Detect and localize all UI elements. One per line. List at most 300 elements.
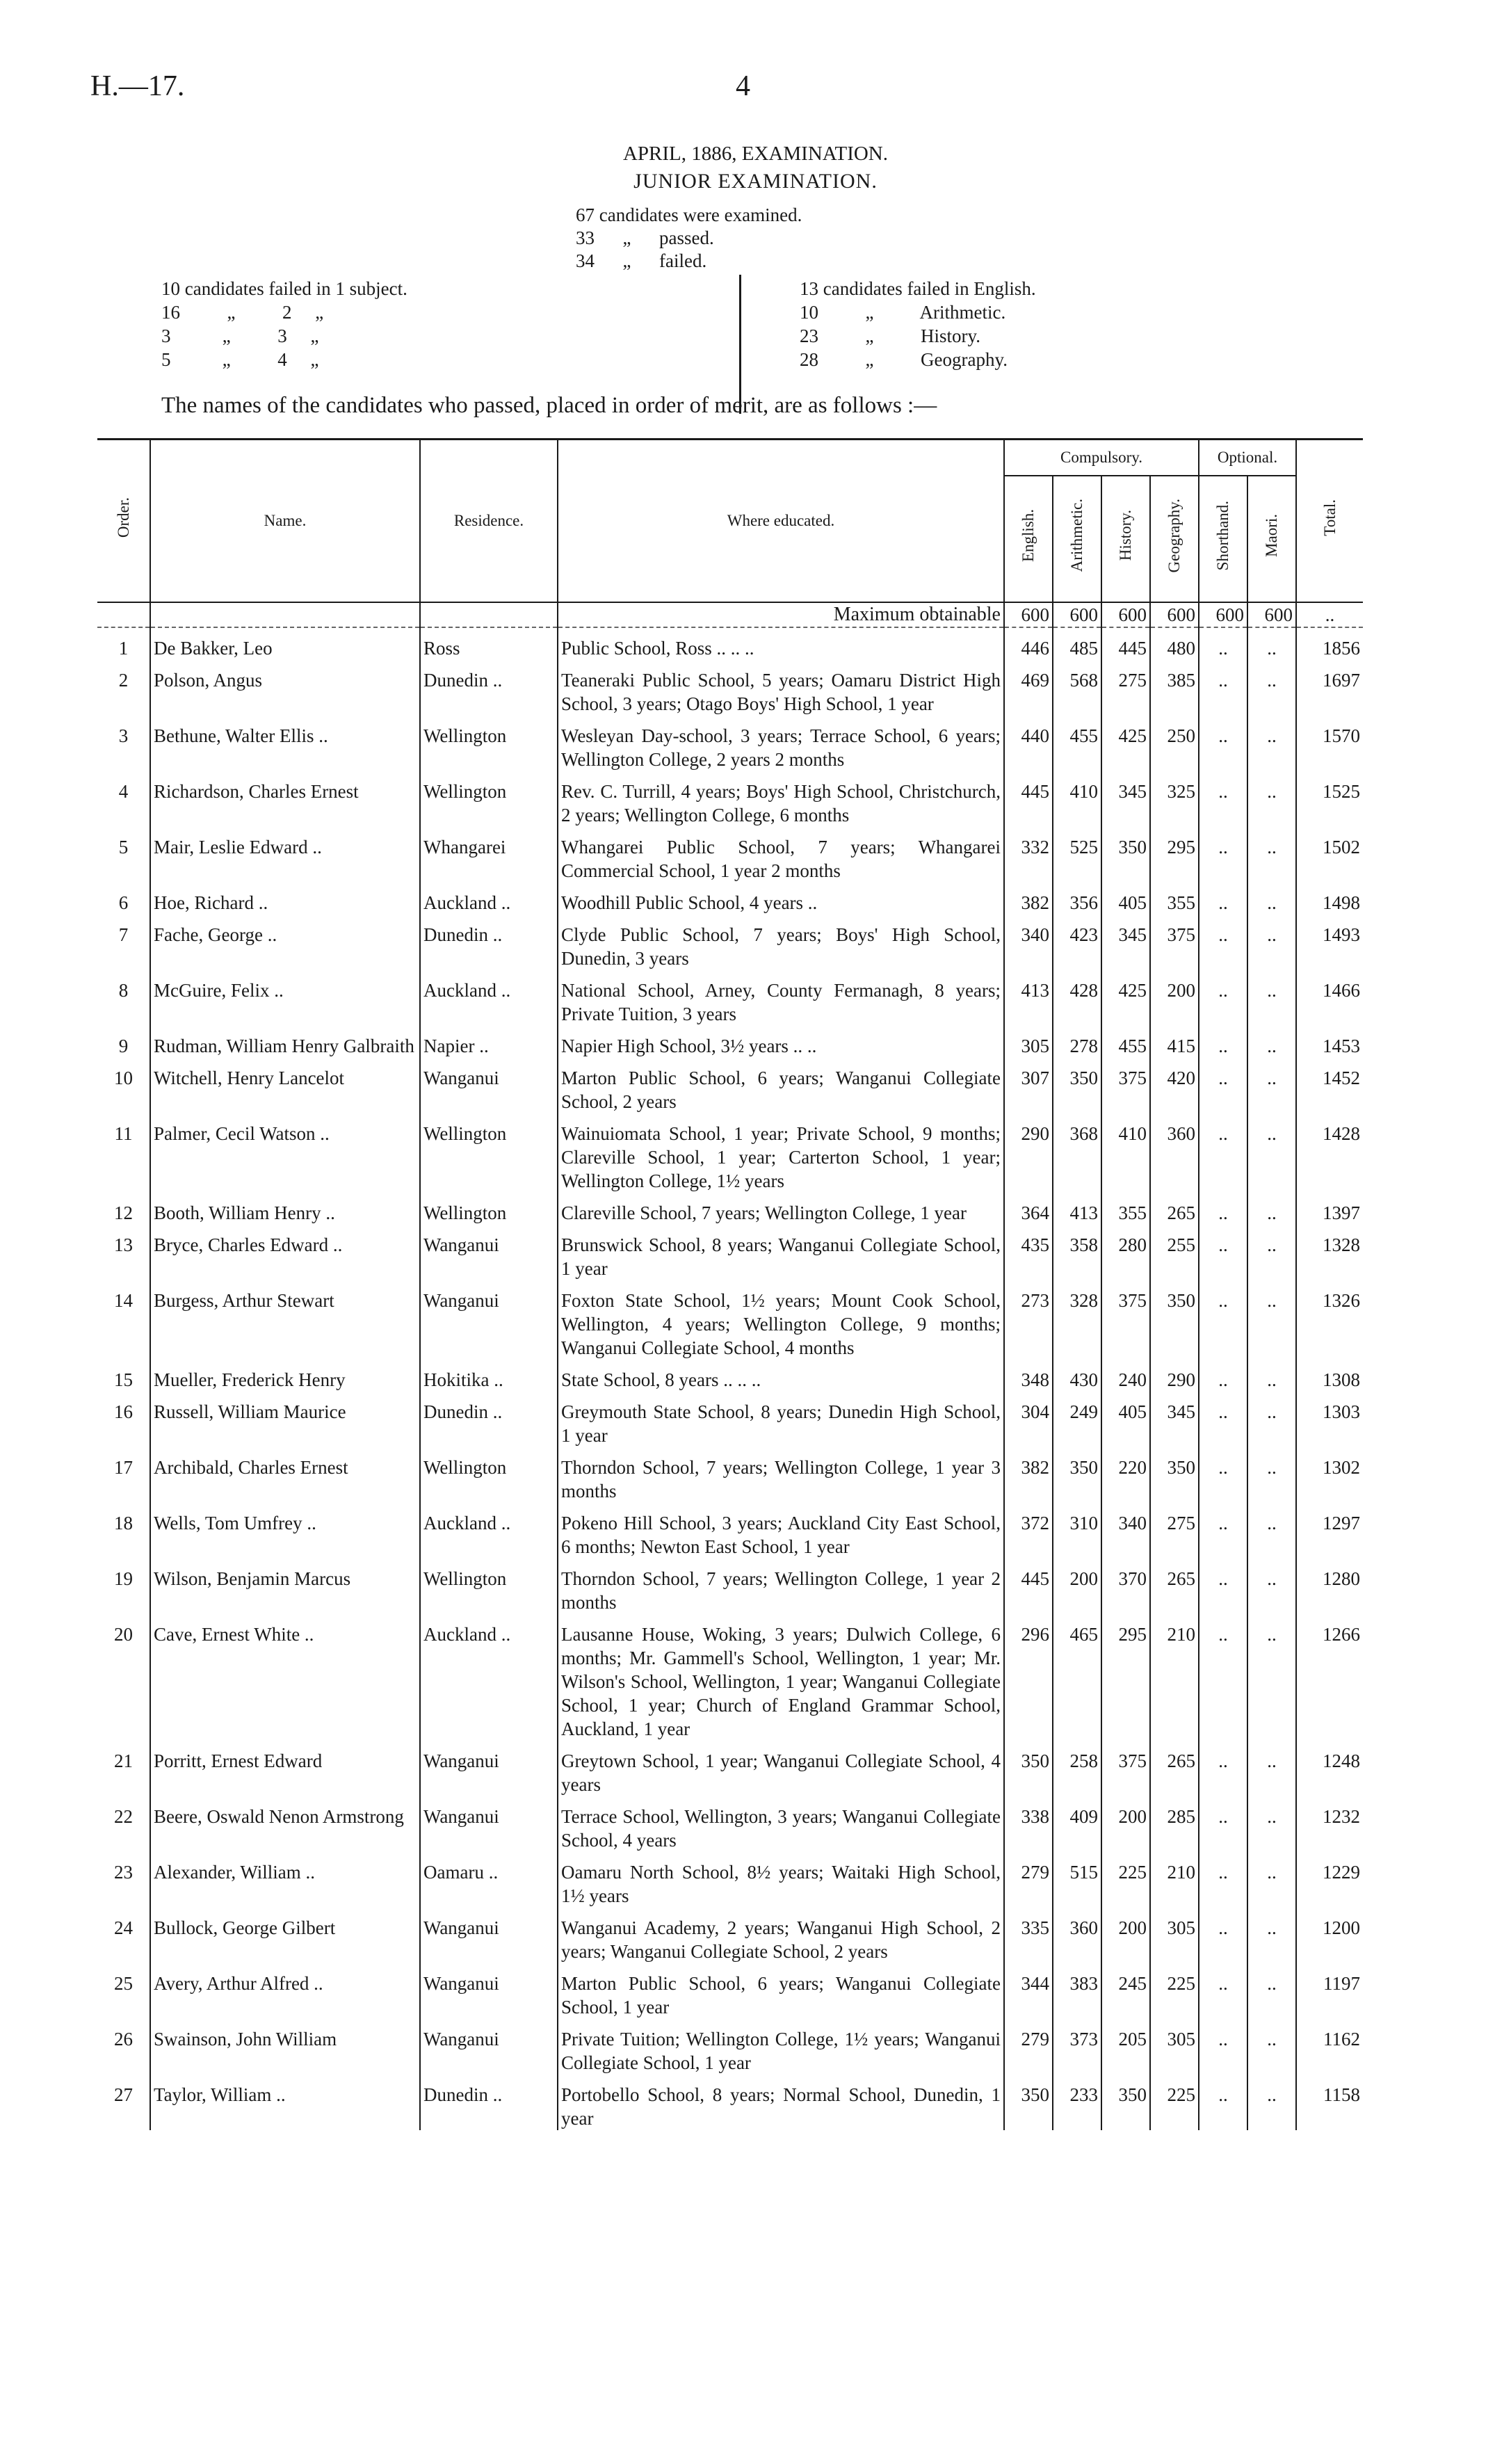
score-history: 405 [1101,883,1150,915]
failed-subject-line: 23 „ History. [800,325,980,346]
score-total: 1248 [1323,1750,1360,1771]
score-history: 205 [1101,2019,1150,2075]
score-geography: 210 [1150,1852,1199,1908]
failed-subject-line: 13 candidates failed in English. [800,278,1036,299]
section-title: JUNIOR EXAMINATION. [633,170,878,193]
score-history: 370 [1101,1559,1150,1614]
score-maori: .. [1247,1193,1296,1225]
table-row [97,1614,1363,1741]
score-total: 1302 [1323,1457,1360,1478]
candidate-residence: Wanganui [420,1908,558,1963]
table-row [97,1113,1363,1193]
table-row [97,1360,1363,1392]
candidate-school: Clareville School, 7 years; Wellington College, 1 year [558,1193,1004,1225]
table-row [97,2075,1363,2130]
candidate-school: Portobello School, 8 years; Normal School, Dunedin, 1 year [558,2075,1004,2130]
candidate-order: 1 [118,638,129,659]
score-english: 440 [1004,716,1053,771]
score-geography: 200 [1150,970,1199,1026]
table-row [97,1447,1363,1503]
candidate-school: Greymouth State School, 8 years; Dunedin High School, 1 year [558,1392,1004,1447]
col-maori-header: Maori. [1247,476,1296,602]
candidate-order: 11 [114,1123,133,1144]
score-arithmetic: 423 [1053,915,1101,970]
candidate-order: 7 [118,924,129,945]
score-maori: .. [1247,883,1296,915]
score-shorthand: .. [1199,883,1247,915]
table-row [97,970,1363,1026]
score-geography: 250 [1150,716,1199,771]
score-history: 375 [1101,1741,1150,1796]
score-maori: .. [1247,1963,1296,2019]
candidate-residence: Wanganui [420,1280,558,1360]
score-shorthand: .. [1199,1026,1247,1058]
score-arithmetic: 278 [1053,1026,1101,1058]
compulsory-group-header: Compulsory. [1004,440,1199,476]
score-geography: 290 [1150,1360,1199,1392]
score-english: 446 [1004,627,1053,660]
candidate-name: Swainson, John William [150,2019,420,2075]
candidate-residence: Ross [420,627,558,660]
score-shorthand: .. [1199,2075,1247,2130]
candidate-school: Foxton State School, 1½ years; Mount Cook School, Wellington, 4 years; Wellington College, 9 months; Wanganui Collegiate School, 4 months [558,1280,1004,1360]
col-english-header: English. [1004,476,1053,602]
score-history: 350 [1101,2075,1150,2130]
candidate-residence: Wanganui [420,1225,558,1280]
score-geography: 420 [1150,1058,1199,1113]
candidate-name: McGuire, Felix .. [150,970,420,1026]
candidate-residence: Wellington [420,1447,558,1503]
score-geography: 305 [1150,2019,1199,2075]
score-maori: .. [1247,716,1296,771]
score-history: 355 [1101,1193,1150,1225]
max-arithmetic: 600 [1053,602,1101,627]
candidate-name: Rudman, William Henry Galbraith [150,1026,420,1058]
score-english: 307 [1004,1058,1053,1113]
score-geography: 295 [1150,827,1199,883]
candidate-residence: Wanganui [420,1741,558,1796]
failed-count-line: 5 „ 4 „ [161,349,319,370]
score-maori: .. [1247,1026,1296,1058]
score-maori: .. [1247,1225,1296,1280]
score-arithmetic: 515 [1053,1852,1101,1908]
score-arithmetic: 465 [1053,1614,1101,1741]
candidate-name: Porritt, Ernest Edward [150,1741,420,1796]
score-maori: .. [1247,771,1296,827]
score-shorthand: .. [1199,1058,1247,1113]
candidate-residence: Wanganui [420,1796,558,1852]
candidate-order: 12 [114,1202,133,1223]
candidate-order: 15 [114,1369,133,1390]
candidate-order: 18 [114,1513,133,1533]
candidate-name: Wilson, Benjamin Marcus [150,1559,420,1614]
score-geography: 285 [1150,1796,1199,1852]
score-geography: 275 [1150,1503,1199,1559]
candidate-order: 21 [114,1750,133,1771]
score-arithmetic: 258 [1053,1741,1101,1796]
candidate-name: Hoe, Richard .. [150,883,420,915]
candidate-residence: Wellington [420,716,558,771]
col-arithmetic-header: Arithmetic. [1053,476,1101,602]
candidate-school: Teaneraki Public School, 5 years; Oamaru District High School, 3 years; Otago Boys' High School, 1 year [558,660,1004,716]
col-educated-header: Where educated. [558,440,1004,603]
score-english: 382 [1004,1447,1053,1503]
candidate-name: Bullock, George Gilbert [150,1908,420,1963]
table-row [97,716,1363,771]
candidate-name: Alexander, William .. [150,1852,420,1908]
candidate-name: Burgess, Arthur Stewart [150,1280,420,1360]
failed-by-subject-list [800,278,1036,373]
score-english: 435 [1004,1225,1053,1280]
score-shorthand: .. [1199,771,1247,827]
candidate-school: Terrace School, Wellington, 3 years; Wanganui Collegiate School, 4 years [558,1796,1004,1852]
score-arithmetic: 310 [1053,1503,1101,1559]
table-row [97,915,1363,970]
score-arithmetic: 368 [1053,1113,1101,1193]
score-english: 332 [1004,827,1053,883]
score-english: 338 [1004,1796,1053,1852]
col-name-header: Name. [150,440,420,603]
score-total: 1697 [1323,670,1360,691]
candidate-order: 20 [114,1624,133,1645]
score-total: 1570 [1323,725,1360,746]
score-maori: .. [1247,827,1296,883]
score-arithmetic: 409 [1053,1796,1101,1852]
score-geography: 265 [1150,1559,1199,1614]
score-arithmetic: 328 [1053,1280,1101,1360]
table-row [97,627,1363,660]
score-geography: 265 [1150,1741,1199,1796]
table-row [97,1058,1363,1113]
score-total: 1297 [1323,1513,1360,1533]
table-row [97,1741,1363,1796]
candidate-school: Marton Public School, 6 years; Wanganui Collegiate School, 2 years [558,1058,1004,1113]
candidate-order: 2 [118,670,129,691]
score-maori: .. [1247,1741,1296,1796]
candidate-school: Thorndon School, 7 years; Wellington College, 1 year 2 months [558,1559,1004,1614]
maximum-label: Maximum obtainable [558,602,1004,627]
table-row [97,1392,1363,1447]
summary-examined: 67 candidates were examined. [576,204,802,225]
score-total: 1326 [1323,1290,1360,1311]
table-row [97,1559,1363,1614]
candidate-school: Napier High School, 3½ years .. .. [558,1026,1004,1058]
col-residence-header: Residence. [420,440,558,603]
candidate-residence: Hokitika .. [420,1360,558,1392]
score-shorthand: .. [1199,1614,1247,1741]
score-maori: .. [1247,1392,1296,1447]
score-total: 1493 [1323,924,1360,945]
candidate-residence: Oamaru .. [420,1852,558,1908]
candidate-order: 23 [114,1862,133,1883]
score-history: 455 [1101,1026,1150,1058]
candidate-residence: Auckland .. [420,970,558,1026]
table-row [97,883,1363,915]
score-shorthand: .. [1199,1447,1247,1503]
score-shorthand: .. [1199,2019,1247,2075]
score-history: 200 [1101,1908,1150,1963]
table-row [97,660,1363,716]
score-maori: .. [1247,970,1296,1026]
col-history-header: History. [1101,476,1150,602]
score-english: 469 [1004,660,1053,716]
candidate-name: Taylor, William .. [150,2075,420,2130]
score-shorthand: .. [1199,1559,1247,1614]
score-shorthand: .. [1199,1280,1247,1360]
score-english: 344 [1004,1963,1053,2019]
score-arithmetic: 525 [1053,827,1101,883]
score-maori: .. [1247,2075,1296,2130]
score-total: 1453 [1323,1036,1360,1056]
score-english: 305 [1004,1026,1053,1058]
candidate-school: Marton Public School, 6 years; Wanganui Collegiate School, 1 year [558,1963,1004,2019]
score-shorthand: .. [1199,1503,1247,1559]
score-english: 382 [1004,883,1053,915]
table-row [97,1796,1363,1852]
score-history: 240 [1101,1360,1150,1392]
score-shorthand: .. [1199,827,1247,883]
score-history: 225 [1101,1852,1150,1908]
score-arithmetic: 350 [1053,1447,1101,1503]
score-total: 1498 [1323,892,1360,913]
candidate-school: Private Tuition; Wellington College, 1½ years; Wanganui Collegiate School, 1 year [558,2019,1004,2075]
score-english: 340 [1004,915,1053,970]
candidate-school: National School, Arney, County Fermanagh, 8 years; Private Tuition, 3 years [558,970,1004,1026]
score-total: 1158 [1323,2084,1360,2105]
score-geography: 255 [1150,1225,1199,1280]
score-english: 279 [1004,2019,1053,2075]
table-row [97,1193,1363,1225]
candidate-school: Greytown School, 1 year; Wanganui Collegiate School, 4 years [558,1741,1004,1796]
score-maori: .. [1247,1559,1296,1614]
failed-by-count-list [161,278,407,373]
score-english: 364 [1004,1193,1053,1225]
score-maori: .. [1247,1113,1296,1193]
score-history: 375 [1101,1058,1150,1113]
score-arithmetic: 233 [1053,2075,1101,2130]
score-total: 1308 [1323,1369,1360,1390]
score-shorthand: .. [1199,1963,1247,2019]
col-geography-header: Geography. [1150,476,1199,602]
score-arithmetic: 455 [1053,716,1101,771]
score-history: 410 [1101,1113,1150,1193]
failed-count-line: 16 „ 2 „ [161,302,324,323]
candidate-school: Clyde Public School, 7 years; Boys' High School, Dunedin, 3 years [558,915,1004,970]
candidate-order: 5 [118,837,129,857]
score-arithmetic: 356 [1053,883,1101,915]
candidate-name: Bryce, Charles Edward .. [150,1225,420,1280]
score-english: 445 [1004,771,1053,827]
score-history: 375 [1101,1280,1150,1360]
candidate-name: Booth, William Henry .. [150,1193,420,1225]
score-maori: .. [1247,1852,1296,1908]
score-total: 1266 [1323,1624,1360,1645]
score-history: 425 [1101,716,1150,771]
score-shorthand: .. [1199,915,1247,970]
candidate-school: Whangarei Public School, 7 years; Whangarei Commercial School, 1 year 2 months [558,827,1004,883]
candidate-residence: Wellington [420,771,558,827]
candidate-name: Palmer, Cecil Watson .. [150,1113,420,1193]
document-reference: H.—17. [90,70,185,102]
score-total: 1200 [1323,1917,1360,1938]
candidate-residence: Whangarei [420,827,558,883]
score-geography: 225 [1150,2075,1199,2130]
score-history: 295 [1101,1614,1150,1741]
results-intro: The names of the candidates who passed, placed in order of merit, are as follows :— [161,393,937,418]
optional-group-header: Optional. [1199,440,1296,476]
candidate-residence: Auckland .. [420,883,558,915]
candidate-name: Beere, Oswald Nenon Armstrong [150,1796,420,1852]
candidate-name: Avery, Arthur Alfred .. [150,1963,420,2019]
table-row [97,827,1363,883]
result-rows [97,627,1363,2130]
score-history: 245 [1101,1963,1150,2019]
score-maori: .. [1247,1614,1296,1741]
score-shorthand: .. [1199,970,1247,1026]
score-arithmetic: 428 [1053,970,1101,1026]
candidate-name: Bethune, Walter Ellis .. [150,716,420,771]
score-arithmetic: 200 [1053,1559,1101,1614]
score-total: 1197 [1323,1973,1360,1994]
candidate-school: Woodhill Public School, 4 years .. [558,883,1004,915]
score-english: 296 [1004,1614,1053,1741]
max-english: 600 [1004,602,1053,627]
candidate-order: 19 [114,1568,133,1589]
score-total: 1328 [1323,1234,1360,1255]
candidate-name: Archibald, Charles Ernest [150,1447,420,1503]
score-maori: .. [1247,2019,1296,2075]
col-shorthand-header: Shorthand. [1199,476,1247,602]
candidate-order: 8 [118,980,129,1001]
candidate-order: 14 [114,1290,133,1311]
candidate-order: 24 [114,1917,133,1938]
score-english: 350 [1004,2075,1053,2130]
candidate-order: 6 [118,892,129,913]
col-order-header: Order. [97,440,150,603]
score-shorthand: .. [1199,1360,1247,1392]
max-geography: 600 [1150,602,1199,627]
score-english: 273 [1004,1280,1053,1360]
score-arithmetic: 350 [1053,1058,1101,1113]
score-geography: 415 [1150,1026,1199,1058]
score-english: 335 [1004,1908,1053,1963]
candidate-order: 9 [118,1036,129,1056]
table-row [97,1026,1363,1058]
candidate-school: Lausanne House, Woking, 3 years; Dulwich College, 6 months; Mr. Gammell's School, Wellington, 1 year; Mr. Wilson's School, Wellington, 1 year; Wanganui Collegiate School, 1 year; Church of England Grammar School, Auckland, 1 year [558,1614,1004,1741]
score-geography: 345 [1150,1392,1199,1447]
score-maori: .. [1247,627,1296,660]
score-arithmetic: 413 [1053,1193,1101,1225]
score-maori: .. [1247,1796,1296,1852]
score-geography: 350 [1150,1280,1199,1360]
candidate-order: 22 [114,1806,133,1827]
score-arithmetic: 383 [1053,1963,1101,2019]
score-history: 340 [1101,1503,1150,1559]
candidate-order: 26 [114,2029,133,2050]
score-maori: .. [1247,1503,1296,1559]
candidate-residence: Napier .. [420,1026,558,1058]
score-total: 1229 [1323,1862,1360,1883]
score-total: 1502 [1323,837,1360,857]
score-shorthand: .. [1199,627,1247,660]
failed-subject-line: 28 „ Geography. [800,349,1008,370]
candidate-school: Brunswick School, 8 years; Wanganui Collegiate School, 1 year [558,1225,1004,1280]
candidate-school: Oamaru North School, 8½ years; Waitaki High School, 1½ years [558,1852,1004,1908]
score-geography: 360 [1150,1113,1199,1193]
score-geography: 480 [1150,627,1199,660]
failed-count-line: 3 „ 3 „ [161,325,319,346]
score-shorthand: .. [1199,1796,1247,1852]
max-history: 600 [1101,602,1150,627]
score-shorthand: .. [1199,1908,1247,1963]
score-maori: .. [1247,1360,1296,1392]
score-arithmetic: 360 [1053,1908,1101,1963]
candidate-residence: Auckland .. [420,1503,558,1559]
candidate-school: Public School, Ross .. .. .. [558,627,1004,660]
score-shorthand: .. [1199,1852,1247,1908]
candidate-residence: Auckland .. [420,1614,558,1741]
max-total: .. [1296,602,1363,627]
score-english: 413 [1004,970,1053,1026]
candidate-name: Cave, Ernest White .. [150,1614,420,1741]
score-history: 345 [1101,915,1150,970]
candidate-school: Rev. C. Turrill, 4 years; Boys' High School, Christchurch, 2 years; Wellington College, 6 months [558,771,1004,827]
candidate-order: 27 [114,2084,133,2105]
score-total: 1162 [1323,2029,1360,2050]
failed-count-line: 10 candidates failed in 1 subject. [161,278,407,299]
score-maori: .. [1247,915,1296,970]
col-total-header: Total. [1296,440,1363,603]
candidate-order: 3 [118,725,129,746]
score-history: 350 [1101,827,1150,883]
candidate-order: 10 [114,1068,133,1088]
score-history: 405 [1101,1392,1150,1447]
candidate-residence: Dunedin .. [420,2075,558,2130]
score-total: 1280 [1323,1568,1360,1589]
score-history: 275 [1101,660,1150,716]
score-geography: 385 [1150,660,1199,716]
summary-failed: 34 „ failed. [576,250,707,271]
score-english: 445 [1004,1559,1053,1614]
candidate-order: 13 [114,1234,133,1255]
score-geography: 375 [1150,915,1199,970]
score-geography: 225 [1150,1963,1199,2019]
score-maori: .. [1247,660,1296,716]
score-history: 220 [1101,1447,1150,1503]
score-total: 1303 [1323,1401,1360,1422]
candidate-residence: Wanganui [420,1058,558,1113]
candidate-residence: Wellington [420,1113,558,1193]
score-shorthand: .. [1199,1741,1247,1796]
candidate-order: 4 [118,781,129,802]
table-row [97,1963,1363,2019]
score-shorthand: .. [1199,1113,1247,1193]
score-shorthand: .. [1199,1225,1247,1280]
candidate-school: Thorndon School, 7 years; Wellington College, 1 year 3 months [558,1447,1004,1503]
score-arithmetic: 410 [1053,771,1101,827]
score-total: 1232 [1323,1806,1360,1827]
candidate-residence: Dunedin .. [420,915,558,970]
candidate-name: Fache, George .. [150,915,420,970]
score-shorthand: .. [1199,1392,1247,1447]
page-number: 4 [736,70,750,102]
candidate-residence: Wanganui [420,2019,558,2075]
score-arithmetic: 249 [1053,1392,1101,1447]
score-shorthand: .. [1199,1193,1247,1225]
score-arithmetic: 485 [1053,627,1101,660]
maximum-row [97,602,1363,627]
score-history: 280 [1101,1225,1150,1280]
